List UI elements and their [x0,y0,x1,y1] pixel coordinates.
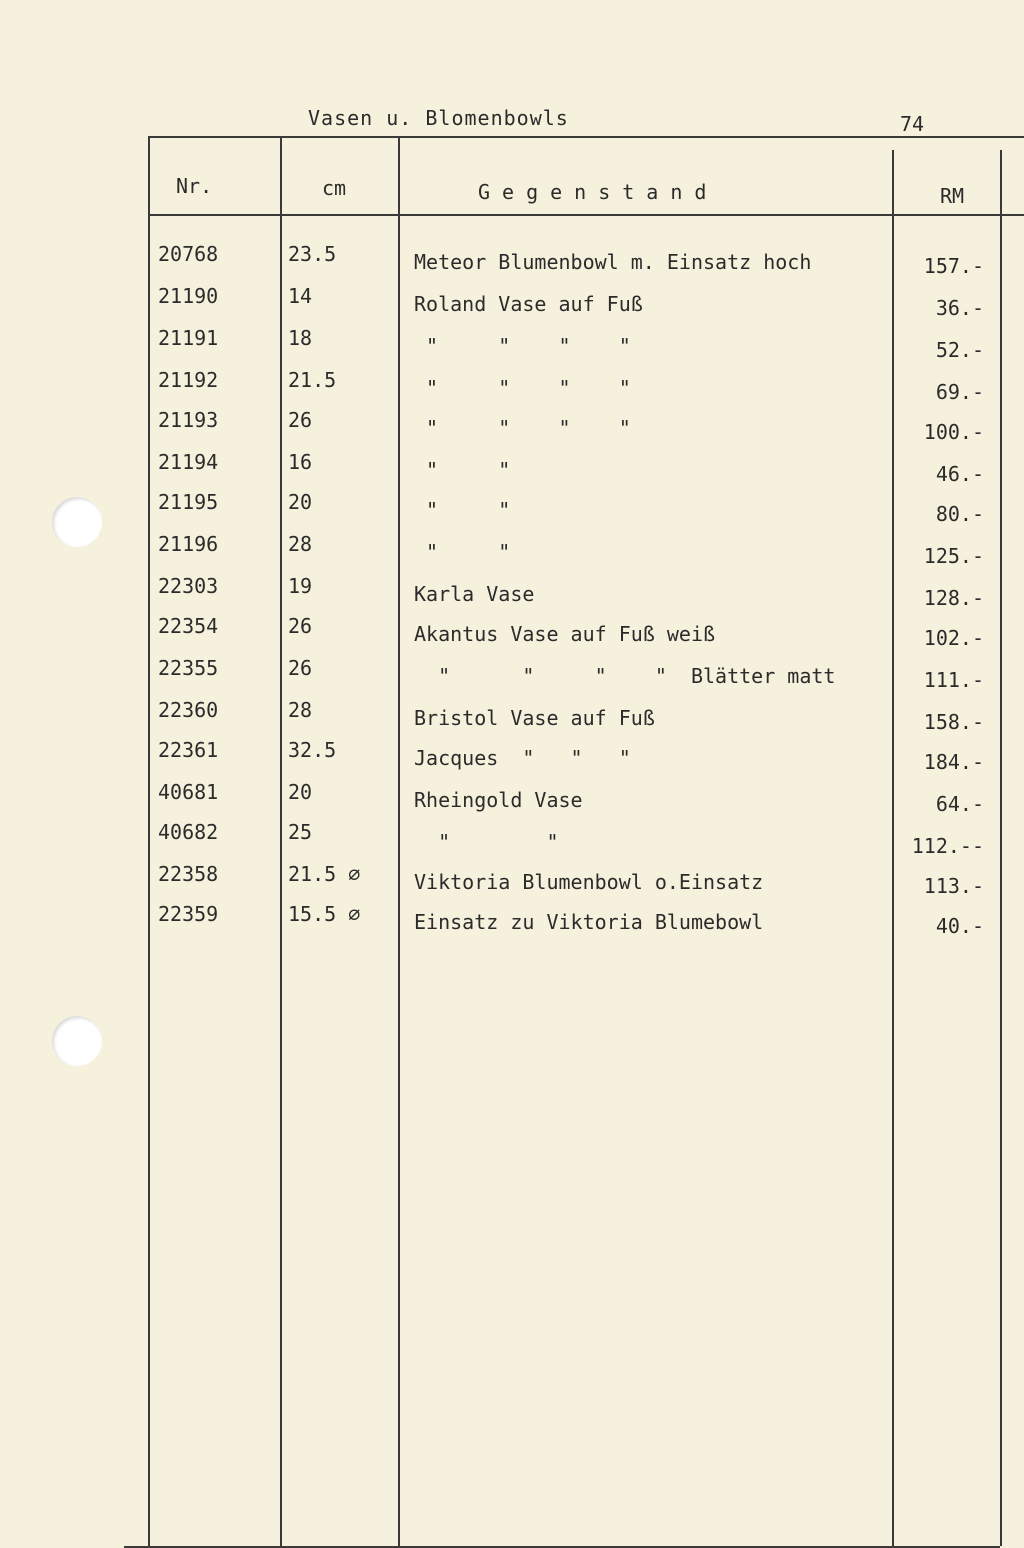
table-row [0,820,1024,860]
row-nr: 22360 [158,698,219,722]
row-nr: 21190 [158,284,219,308]
row-cm: 26 [288,656,313,680]
header-cm: cm [322,176,347,200]
row-gegenstand: " " " " [414,376,631,400]
row-gegenstand: Bristol Vase auf Fuß [414,706,655,730]
row-nr: 22358 [158,862,219,886]
table-row [0,574,1024,614]
page-number: 74 [900,112,925,136]
row-gegenstand: " " [414,498,511,522]
row-gegenstand: Viktoria Blumenbowl o.Einsatz [414,870,764,894]
table-row [0,532,1024,572]
table-row [0,284,1024,324]
table-row [0,902,1024,942]
row-nr: 21192 [158,368,219,392]
row-cm: 20 [288,490,313,514]
row-cm: 14 [288,284,313,308]
row-cm: 19 [288,574,313,598]
table-row [0,656,1024,696]
row-gegenstand: " " " " Blätter matt [414,664,836,688]
row-nr: 21191 [158,326,219,350]
row-cm: 28 [288,698,313,722]
row-nr: 22303 [158,574,219,598]
table-row [0,698,1024,738]
row-gegenstand: Jacques " " " [414,746,631,770]
row-gegenstand: Akantus Vase auf Fuß weiß [414,622,716,646]
row-cm: 26 [288,614,313,638]
table-row [0,242,1024,282]
table-row [0,780,1024,820]
table-row [0,738,1024,778]
row-gegenstand: Karla Vase [414,582,535,606]
row-cm: 25 [288,820,313,844]
row-gegenstand: Rheingold Vase [414,788,583,812]
row-price: 184.- [923,750,984,774]
table-row [0,368,1024,408]
row-price: 36.- [935,296,984,320]
row-gegenstand: " " [414,540,511,564]
row-price: 46.- [935,462,984,486]
table-row [0,490,1024,530]
row-price: 128.- [923,586,984,610]
row-price: 112.-- [911,834,984,858]
row-gegenstand: " " " " [414,334,631,358]
row-nr: 21196 [158,532,219,556]
row-gegenstand: Meteor Blumenbowl m. Einsatz hoch [414,250,812,274]
row-gegenstand: " " " " [414,416,631,440]
row-cm: 28 [288,532,313,556]
table-row [0,614,1024,654]
header-nr: Nr. [176,174,213,198]
row-cm: 16 [288,450,313,474]
row-nr: 40682 [158,820,219,844]
table-row [0,450,1024,490]
row-price: 100.- [923,420,984,444]
row-cm: 21.5 [288,368,337,392]
row-price: 113.- [923,874,984,898]
table-row [0,862,1024,902]
row-cm: 15.5 ∅ [288,902,361,926]
row-price: 40.- [935,914,984,938]
row-price: 102.- [923,626,984,650]
row-price: 52.- [935,338,984,362]
row-cm: 20 [288,780,313,804]
row-cm: 23.5 [288,242,337,266]
row-nr: 20768 [158,242,219,266]
row-price: 111.- [923,668,984,692]
row-nr: 22361 [158,738,219,762]
row-nr: 21193 [158,408,219,432]
row-price: 64.- [935,792,984,816]
row-nr: 40681 [158,780,219,804]
punch-hole-bottom [52,1016,102,1066]
row-price: 80.- [935,502,984,526]
row-cm: 18 [288,326,313,350]
row-nr: 22355 [158,656,219,680]
table-row [0,326,1024,366]
row-nr: 22354 [158,614,219,638]
row-price: 125.- [923,544,984,568]
row-price: 158.- [923,710,984,734]
row-gegenstand: Einsatz zu Viktoria Blumebowl [414,910,764,934]
page-title: Vasen u. Blomenbowls [308,106,569,130]
row-gegenstand: " " [414,458,511,482]
row-cm: 32.5 [288,738,337,762]
row-cm: 21.5 ∅ [288,862,361,886]
row-price: 157.- [923,254,984,278]
row-cm: 26 [288,408,313,432]
row-nr: 21194 [158,450,219,474]
row-nr: 21195 [158,490,219,514]
header-gegenstand: Gegenstand [478,180,719,204]
header-rm: RM [940,184,965,208]
row-nr: 22359 [158,902,219,926]
row-gegenstand: Roland Vase auf Fuß [414,292,643,316]
row-gegenstand: " " [414,830,559,854]
table-row [0,408,1024,448]
row-price: 69.- [935,380,984,404]
